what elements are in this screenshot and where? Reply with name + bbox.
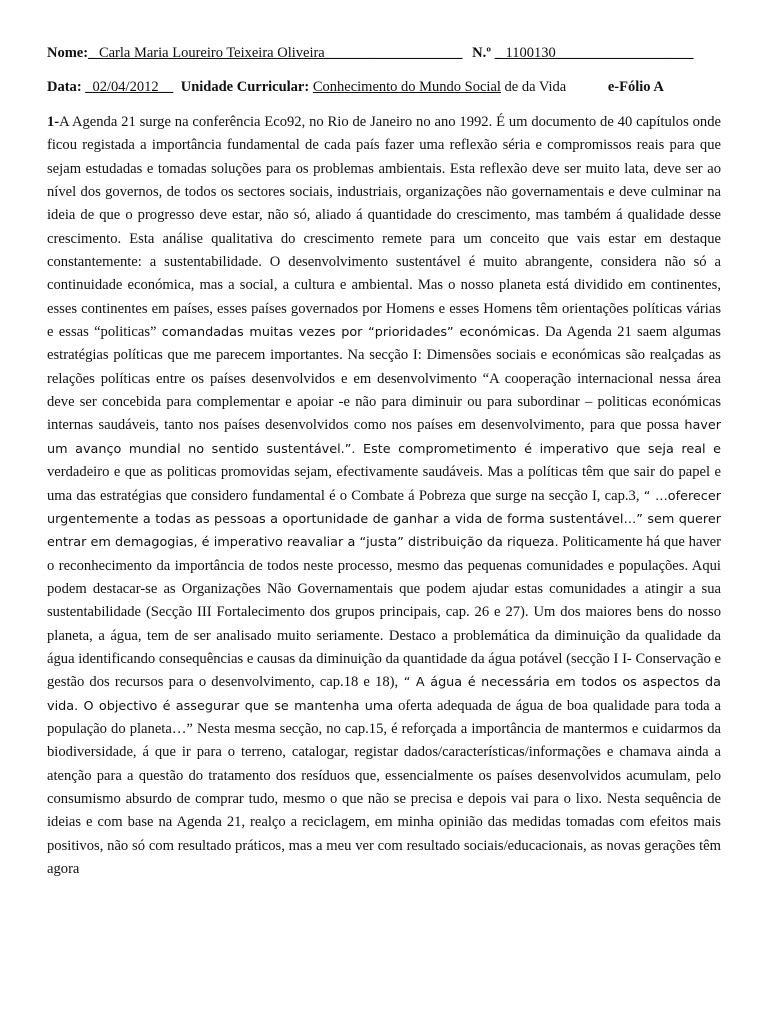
folio-label: e-Fólio A bbox=[607, 79, 664, 95]
date-label: Data bbox=[47, 79, 77, 95]
paragraph-text: Da Agenda 21 saem algumas estratégias políticas que me parecem importantes. Na secção I: Dimensões sociais e económicas são realçadas as relações políticas entre os países desenvolvidos e em desenvolvimento “A cooperação internacional nessa área deve ser concebida para complementar e apoiar -e não para diminuir ou para subordinar – politicas económicas internas saudáveis, tanto nos países desenvolvidos como nos países em desenvolvimento, para que possa bbox=[47, 324, 721, 434]
paragraph-text: verdadeiro e que as politicas promovidas sejam, efectivamente saudáveis. Mas a políticas têm que sair do papel e uma das estratégias que considero fundamental é o Combate á Pobreza que surge na secção I, cap.3, bbox=[47, 464, 721, 504]
name-line bbox=[47, 45, 693, 62]
paragraph-text: Politicamente há que haver o reconhecimento da importância de todos neste processo, mesmo das pequenas comunidades e populações. Aqui podem destacar-se as Organizações Não Governamentais que podem ajudar estas comunidades a atingir a sua sustentabilidade (Secção III Fortalecimento dos grupos principais, cap. 26 e 27). Um dos maiores bens do nosso planeta, a água, tem de ser analisado muito seriamente. Destaco a problemática da diminuição da qualidade da água identificando consequências e causas da diminuição da quantidade da água potável (secção I I- Conservação e gestão dos recursos para o desenvolvimento, cap.18 e 18), bbox=[47, 534, 722, 691]
course-name: Conhecimento do Mundo Social bbox=[312, 79, 501, 95]
paragraph-text: oferta adequada de água de boa qualidade para toda a população do planeta…” Nesta mesma secção, no cap.15, é reforçada a importância de mantermos e cuidarmos da biodiversidade, á que ir para o terreno, catalogar, registar dados/características/informações e chamava ainda a atenção para a questão do tratamento dos resíduos que, essencialmente os países desenvolvidos acumulam, pelo consumismo absurdo de comprar tudo, mesmo o que não se precisa e depois vai para o lixo. Nesta sequência de ideias e com base na Agenda 21, realço a reciclagem, em minha opinião das medidas tomadas com efeitos mais positivos, não só com resultado práticos, mas a meu ver com resultado sociais/educacionais, as novas gerações têm agora bbox=[47, 697, 721, 877]
course-suffix: de da Vida bbox=[500, 79, 567, 95]
student-name: _ Carla Maria Loureiro Teixeira Oliveira___________________ bbox=[88, 45, 463, 61]
essay-body bbox=[47, 111, 721, 881]
date-value: _02/04/2012__ bbox=[85, 79, 174, 95]
quote-text: “ A água é necessária em todos os aspectos da vida. O objectivo é assegurar que se mantenha uma bbox=[47, 675, 721, 714]
number-label: N.º bbox=[472, 45, 492, 61]
quote-text: haver um avanço mundial no sentido sustentável.”. Este comprometimento é imperativo que seja real e bbox=[47, 418, 721, 457]
quote-text: “ …oferecer urgentemente a todas as pessoas a oportunidade de ganhar a vida de forma sustentável…” sem querer entrar em demagogias, é imperativo reavaliar a “justa” distribuição da riqueza. bbox=[47, 488, 721, 551]
student-number: _ 1100130___________________ bbox=[494, 45, 694, 61]
paragraph-text: A Agenda 21 surge na conferência Eco92, no Rio de Janeiro no ano 1992. É um documento de 40 capítulos onde ficou registada a importância fundamental de cada país fazer uma reflexão séria e compromissos reais para que sejam estudadas e tomadas soluções para os problemas ambientais. Esta reflexão deve ser muito lata, deve ser ao nível dos governos, de todos os sectores sociais, industriais, organizações não governamentais e deve culminar na ideia de que o progresso deve estar, não só, aliado á quantidade do crescimento, mas também á qualidade desse crescimento. Esta análise qualitativa do crescimento remete para um conceito que vais estar em destaque constantemente: a sustentabilidade. O desenvolvimento sustentável é muito abrangente, considera não só a continuidade económica, mas a social, a cultura e ambiental. Mas o nosso planeta está dividido em continentes, esses continentes em países, esses países governados por Homens e esses Homens têm orientações políticas várias e essas “politicas” bbox=[47, 114, 721, 341]
name-label: Nome: bbox=[47, 45, 89, 61]
question-number: 1- bbox=[47, 114, 60, 130]
course-label: Unidade Curricular bbox=[180, 79, 305, 95]
date-line: Data: _02/04/2012__ Unidade Curricular: Conhecimento do Mundo Social de da Vida e-Fólio A bbox=[47, 79, 664, 95]
quote-text: comandadas muitas vezes por “prioridades” económicas. bbox=[161, 325, 540, 341]
